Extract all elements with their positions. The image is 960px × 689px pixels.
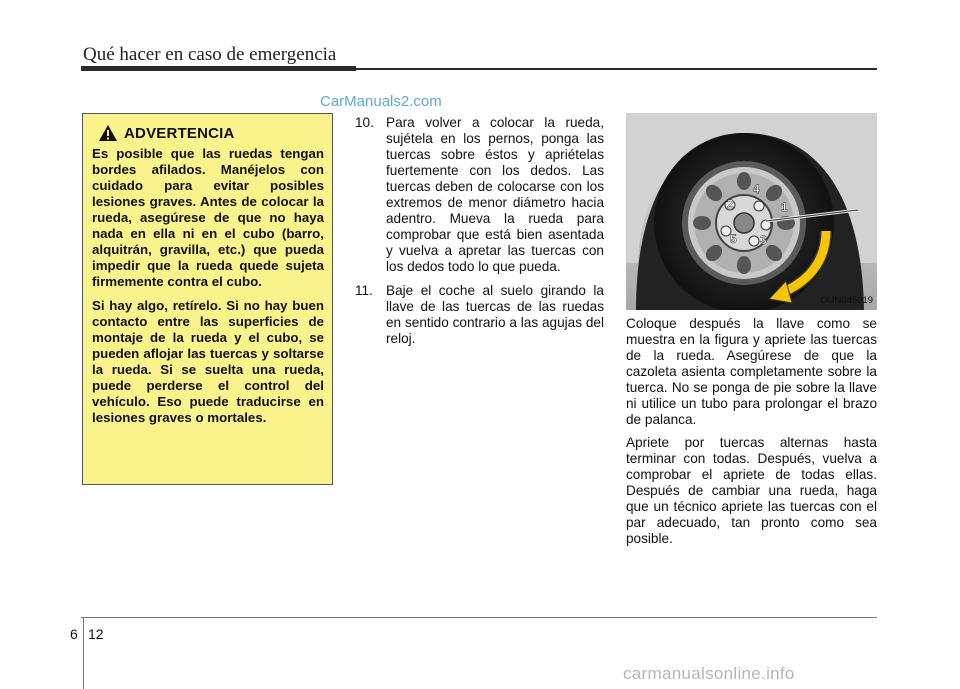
figure-caption: OUN046019 xyxy=(820,295,873,306)
lug-label-2: 2 xyxy=(727,197,734,211)
instructions-column xyxy=(626,316,877,554)
warning-title: ADVERTENCIA xyxy=(124,124,235,142)
section-number: 6 xyxy=(70,626,78,642)
step-text: Para volver a colocar la rueda, sujétela en los pernos, ponga las tuercas sobre éstos y apriételas fuertemente con los dedos. Las tuercas deben de colocarse con los extremos de menor diámetro hacia adentro. Mueva la rueda para comprobar que está bien asentada y vuelva a apretar las tuercas con los dedos todo lo que pueda. xyxy=(386,115,604,274)
lug-label-5: 5 xyxy=(730,232,737,246)
step-number: 10. xyxy=(355,115,374,130)
instruction-paragraph: Apriete por tuercas alternas hasta terminar con todas. Después, vuelva a comprobar el apriete de todas ellas. Después de cambiar una rueda, haga que un técnico apriete las tuercas con el par adecuado, tan pronto como sea posible. xyxy=(626,435,877,546)
warning-header xyxy=(98,124,324,142)
steps-column xyxy=(355,115,604,355)
lug-label-4: 4 xyxy=(753,182,760,196)
instruction-paragraph: Coloque después la llave como se muestra en la figura y apriete las tuercas de la rueda. Asegúrese de que la cazoleta asienta completamente sobre la tuerca. No se ponga de pie sobre la llave ni utilice un tubo para prolongar el brazo de palanca. xyxy=(626,316,877,427)
warning-paragraph: Si hay algo, retírelo. Si no hay buen contacto entre las superficies de montaje de la rueda y el cubo, se pueden aflojar las tuercas y soltarse la rueda. Si se suelta una rueda, puede perderse el control del vehículo. Eso puede traducirse en lesiones graves o mortales. xyxy=(92,298,324,425)
lug-label-3: 3 xyxy=(760,233,767,247)
watermark-bottom-link[interactable]: carmanualsonline.info xyxy=(623,664,795,683)
footer-rule xyxy=(81,617,877,618)
warning-paragraph: Es posible que las ruedas tengan bordes afilados. Manéjelos con cuidado para evitar posibles lesiones graves. Antes de colocar la rueda, asegúrese de que no haya nada en ella ni en el cubo (barro, alquitrán, gravilla, etc.) que pueda impedir que la rueda quede sujeta firmemente contra el cubo. xyxy=(92,146,324,289)
step-number: 11. xyxy=(355,283,373,298)
warning-triangle-icon xyxy=(98,124,118,142)
lug-label-1: 1 xyxy=(781,200,788,214)
page-number: 12 xyxy=(88,626,104,642)
wheel-figure xyxy=(626,113,877,310)
footer-divider xyxy=(83,617,84,689)
wheel-illustration xyxy=(626,113,877,310)
step-item xyxy=(355,115,604,275)
step-item xyxy=(355,283,604,347)
step-text: Baje el coche al suelo girando la llave de las tuercas de las ruedas en sentido contrario a las agujas del reloj. xyxy=(386,283,604,346)
page-header-title: Qué hacer en caso de emergencia xyxy=(83,44,337,65)
header-rule-thick xyxy=(81,66,356,71)
header-rule-thin xyxy=(356,68,877,70)
warning-box xyxy=(82,113,333,485)
watermark-top-link[interactable]: CarManuals2.com xyxy=(320,93,442,110)
